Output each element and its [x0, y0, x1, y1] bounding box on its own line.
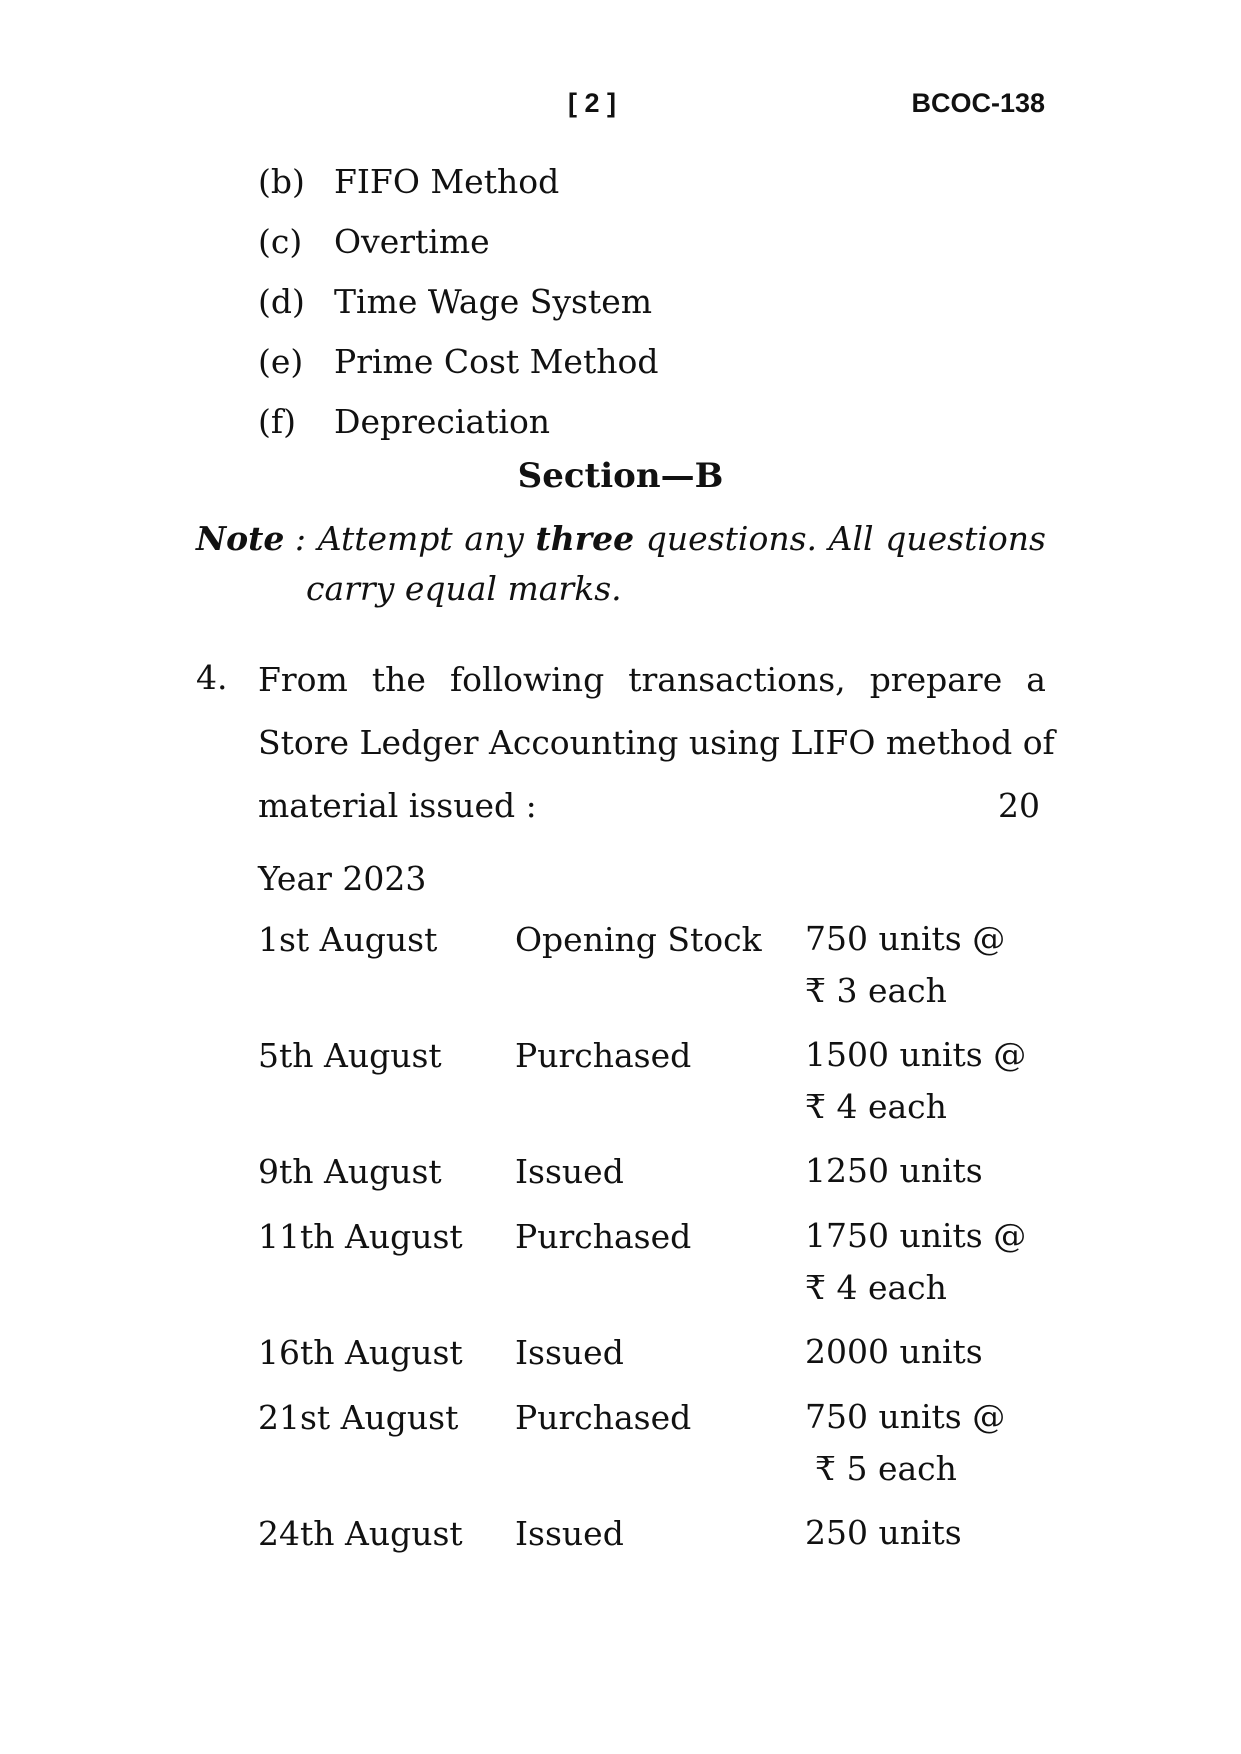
note-line: carry equal marks.	[306, 569, 622, 608]
question-text: material issued :	[258, 786, 537, 825]
question-word: From	[258, 660, 348, 699]
question-word: the	[371, 660, 426, 699]
transaction-quantity	[805, 1017, 1045, 1133]
table-row	[258, 1017, 1045, 1133]
note-word: All	[828, 519, 874, 558]
year-label: Year 2023	[258, 859, 427, 898]
list-item	[258, 340, 658, 400]
question-number: 4.	[196, 658, 228, 697]
transaction-quantity	[805, 913, 1045, 1017]
quantity-text: 2000 units	[805, 1332, 983, 1371]
table-row	[258, 913, 1045, 1017]
item-letter: (f)	[258, 402, 296, 441]
quantity-text: 750 units @	[805, 919, 1006, 958]
rate-text: ₹ 3 each	[805, 971, 947, 1010]
transaction-quantity	[805, 1198, 1045, 1314]
quantity-text: 1250 units	[805, 1151, 983, 1190]
question-line: Store Ledger Accounting using LIFO method of	[258, 723, 1055, 762]
table-row	[258, 1314, 1045, 1379]
transactions-table	[258, 913, 1045, 1560]
transaction-quantity	[805, 1379, 1045, 1495]
transaction-quantity	[805, 1314, 1045, 1379]
note-separator: :	[294, 519, 307, 558]
transaction-date: 1st August	[258, 920, 438, 959]
rate-text: ₹ 4 each	[805, 1268, 947, 1307]
question-marks: 20	[998, 786, 1040, 825]
transaction-type: Purchased	[515, 1036, 692, 1075]
table-row	[258, 1495, 1045, 1560]
question-word: prepare	[869, 660, 1003, 699]
transaction-date: 24th August	[258, 1514, 463, 1553]
transaction-date: 5th August	[258, 1036, 442, 1075]
note-label: Note	[196, 519, 285, 558]
table-row	[258, 1198, 1045, 1314]
note-word: questions.	[645, 519, 818, 558]
table-row	[258, 1133, 1045, 1198]
note-line	[196, 514, 1046, 564]
transaction-date: 11th August	[258, 1217, 463, 1256]
list-item	[258, 220, 658, 280]
transaction-date: 16th August	[258, 1333, 463, 1372]
note-word: any	[464, 519, 524, 558]
item-letter: (c)	[258, 222, 303, 261]
transaction-date: 21st August	[258, 1398, 459, 1437]
item-text: FIFO Method	[334, 162, 560, 201]
transaction-type: Opening Stock	[515, 920, 762, 959]
question-body	[258, 648, 1055, 1560]
question-line	[258, 648, 1046, 711]
note-emphasis: three	[535, 519, 635, 558]
transaction-date: 9th August	[258, 1152, 442, 1191]
quantity-text: 1750 units @	[805, 1216, 1027, 1255]
transaction-type: Issued	[515, 1333, 624, 1372]
question-word: following	[449, 660, 605, 699]
item-letter: (d)	[258, 282, 305, 321]
note-word: Attempt	[317, 519, 453, 558]
item-letter: (e)	[258, 342, 304, 381]
item-text: Overtime	[334, 222, 490, 261]
transaction-quantity	[805, 1133, 1045, 1198]
question-word: transactions,	[628, 660, 846, 699]
quantity-text: 250 units	[805, 1513, 962, 1552]
transaction-type: Purchased	[515, 1217, 692, 1256]
quantity-text: 1500 units @	[805, 1035, 1027, 1074]
quantity-text: 750 units @	[805, 1397, 1006, 1436]
item-text: Depreciation	[334, 402, 551, 441]
table-row	[258, 1379, 1045, 1495]
list-item	[258, 280, 658, 340]
note-word: questions	[885, 519, 1046, 558]
list-item	[258, 400, 658, 460]
page-number: [ 2 ]	[568, 88, 617, 118]
question-4	[196, 648, 1055, 1560]
question-line	[258, 774, 1046, 837]
rate-text: ₹ 4 each	[805, 1087, 947, 1126]
transaction-quantity	[805, 1495, 1045, 1560]
page-header	[0, 88, 1241, 128]
question-word: a	[1026, 660, 1046, 699]
item-text: Time Wage System	[334, 282, 653, 321]
transaction-type: Issued	[515, 1514, 624, 1553]
transaction-type: Issued	[515, 1152, 624, 1191]
item-letter: (b)	[258, 162, 305, 201]
term-list	[258, 160, 658, 460]
paper-code: BCOC-138	[911, 88, 1045, 118]
item-text: Prime Cost Method	[334, 342, 659, 381]
section-heading: Section—B	[517, 456, 724, 496]
list-item	[258, 160, 658, 220]
transaction-type: Purchased	[515, 1398, 692, 1437]
section-note	[196, 514, 1046, 614]
note-label-group	[196, 514, 306, 564]
rate-text: ₹ 5 each	[815, 1449, 957, 1488]
